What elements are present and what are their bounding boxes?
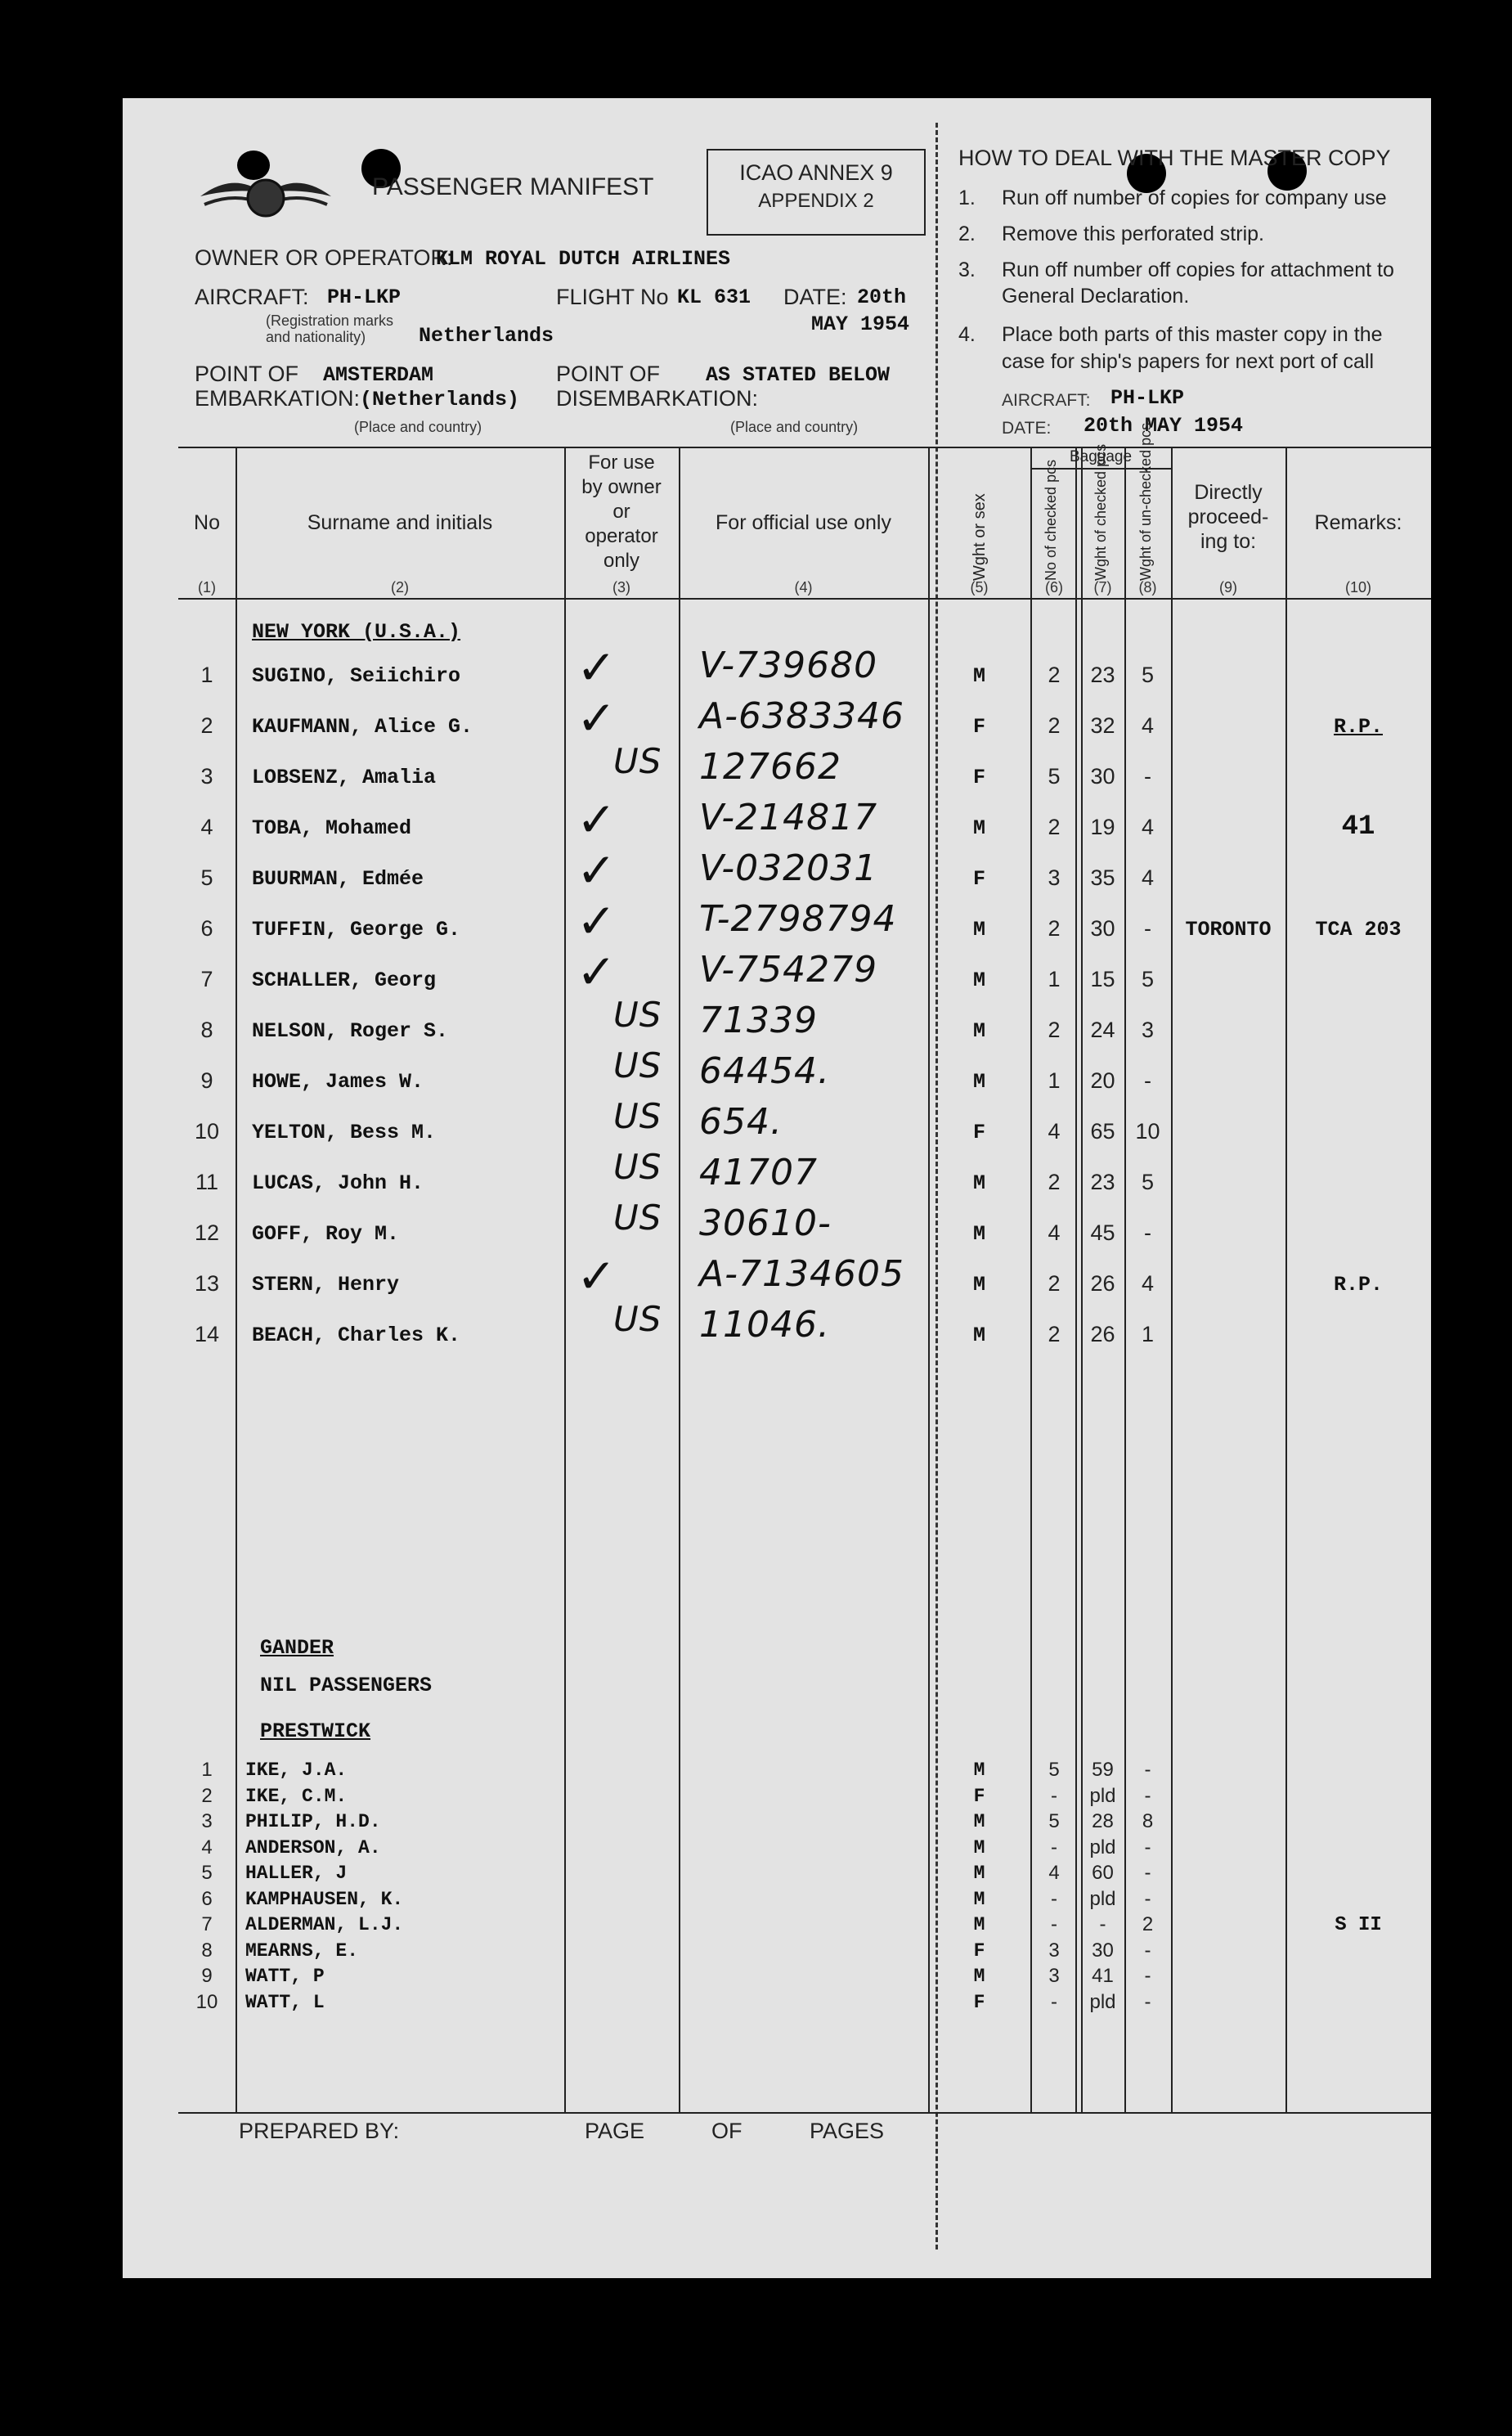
- operator-check-mark: ✓: [577, 944, 617, 1000]
- passenger-number: 7: [201, 1913, 213, 1935]
- passenger-name: NELSON, Roger S.: [252, 1019, 449, 1043]
- instruction-text: case for ship's papers for next port of call: [1002, 350, 1374, 373]
- checked-weight: pld: [1089, 1990, 1116, 2013]
- passenger-sex: M: [972, 1324, 985, 1347]
- unchecked-weight: 4: [1141, 1271, 1155, 1296]
- embark-label-1: POINT OF: [195, 362, 299, 386]
- proceeding-to: TORONTO: [1185, 918, 1272, 942]
- col-header-proceeding-line: proceed-: [1187, 506, 1269, 528]
- checked-weight: 23: [1090, 1170, 1115, 1194]
- checked-weight: 30: [1092, 1939, 1114, 1962]
- col-header-owner-line: only: [603, 550, 640, 572]
- col-header-official: For official use only: [716, 511, 891, 534]
- owner-label: OWNER OR OPERATOR:: [195, 245, 453, 270]
- instructions-aircraft-label: AIRCRAFT:: [1002, 391, 1091, 410]
- passenger-sex: F: [972, 715, 985, 739]
- operator-check-mark: US: [613, 741, 662, 781]
- operator-check-mark: US: [613, 1096, 662, 1136]
- passenger-sex: M: [973, 1863, 985, 1884]
- official-document-number: V-739680: [699, 645, 878, 686]
- pages-label: PAGES: [810, 2119, 885, 2143]
- passenger-sex: M: [972, 1019, 985, 1043]
- checked-weight: 45: [1090, 1220, 1115, 1245]
- passenger-sex: F: [973, 1785, 985, 1807]
- instruction-num: 1.: [958, 187, 976, 209]
- passenger-sex: M: [973, 1836, 985, 1858]
- passenger-name: IKE, C.M.: [245, 1785, 348, 1807]
- checked-pieces: -: [1051, 1887, 1057, 1910]
- instructions-date-value: 20th MAY 1954: [1084, 414, 1244, 438]
- aircraft-value: PH-LKP: [327, 285, 402, 309]
- checked-weight: pld: [1089, 1887, 1116, 1910]
- checked-pieces: 3: [1048, 1939, 1060, 1962]
- aircraft-label: AIRCRAFT:: [195, 285, 309, 309]
- unchecked-weight: -: [1144, 1965, 1151, 1987]
- col-rule-3: [679, 447, 680, 2112]
- instructions-aircraft-value: PH-LKP: [1110, 386, 1185, 410]
- passenger-number: 8: [200, 1018, 213, 1042]
- unchecked-weight: 5: [1141, 663, 1155, 687]
- unchecked-weight: 4: [1141, 815, 1155, 839]
- unchecked-weight: 10: [1135, 1119, 1160, 1144]
- instructions-date-label: DATE:: [1002, 419, 1052, 438]
- passenger-name: HALLER, J: [245, 1863, 348, 1884]
- passenger-number: 4: [201, 1836, 213, 1858]
- passenger-name: WATT, L: [245, 1991, 325, 2013]
- passenger-name: SCHALLER, Georg: [252, 969, 437, 992]
- unchecked-weight: -: [1144, 1759, 1151, 1781]
- passenger-number: 1: [201, 1759, 213, 1781]
- embark-label-2: EMBARKATION:: [195, 386, 361, 411]
- checked-weight: 30: [1090, 764, 1115, 789]
- unchecked-weight: 4: [1141, 713, 1155, 738]
- operator-check-mark: ✓: [577, 690, 617, 746]
- passenger-name: LOBSENZ, Amalia: [252, 766, 437, 789]
- official-document-number: V-754279: [699, 949, 878, 991]
- checked-pieces: 4: [1048, 1119, 1061, 1144]
- official-document-number: 654.: [699, 1101, 783, 1143]
- checked-weight: pld: [1089, 1784, 1116, 1807]
- passenger-sex: F: [973, 1991, 985, 2013]
- unchecked-weight: -: [1144, 1220, 1151, 1245]
- unchecked-weight: -: [1144, 1887, 1151, 1910]
- column-number: (10): [1344, 579, 1371, 596]
- checked-weight: 24: [1090, 1018, 1115, 1042]
- passenger-sex: M: [972, 969, 985, 992]
- passenger-sex: M: [973, 1914, 985, 1935]
- unchecked-weight: 5: [1141, 967, 1155, 991]
- registration-note-2: and nationality): [266, 329, 366, 345]
- registration-note-1: (Registration marks: [266, 312, 394, 329]
- passenger-number: 12: [194, 1220, 220, 1245]
- embark-place-note: (Place and country): [354, 419, 482, 435]
- section-heading-new-york: NEW YORK (U.S.A.): [252, 620, 461, 644]
- official-document-number: 71339: [699, 1000, 818, 1041]
- instruction-num: 4.: [958, 323, 976, 346]
- passenger-name: LUCAS, John H.: [252, 1171, 424, 1195]
- checked-weight: 35: [1090, 865, 1115, 890]
- nationality-value: Netherlands: [419, 324, 554, 348]
- unchecked-weight: -: [1144, 1990, 1151, 2013]
- checked-weight: 23: [1090, 663, 1115, 687]
- checked-weight: 32: [1090, 713, 1115, 738]
- unchecked-weight: -: [1144, 1836, 1151, 1858]
- passenger-name: TOBA, Mohamed: [252, 816, 412, 840]
- passenger-sex: M: [973, 1811, 985, 1832]
- unchecked-weight: -: [1144, 1862, 1151, 1884]
- remarks: S II: [1335, 1914, 1382, 1936]
- page-label: PAGE: [585, 2119, 645, 2143]
- column-number: (9): [1219, 579, 1237, 596]
- official-document-number: A-6383346: [699, 695, 904, 737]
- official-document-number: T-2798794: [699, 898, 897, 940]
- passenger-sex: M: [973, 1888, 985, 1910]
- checked-pieces: 4: [1048, 1220, 1061, 1245]
- official-document-number: V-032031: [699, 847, 878, 889]
- col-header-weight-checked: Wght of checked pcs: [1092, 443, 1109, 581]
- column-number: (8): [1138, 579, 1157, 596]
- passenger-sex: M: [972, 918, 985, 942]
- passenger-number: 3: [201, 1810, 213, 1832]
- unchecked-weight: -: [1144, 1939, 1151, 1962]
- passenger-number: 4: [200, 815, 213, 839]
- passenger-name: GOFF, Roy M.: [252, 1222, 400, 1246]
- checked-pieces: 5: [1048, 764, 1061, 789]
- passenger-number: 11: [195, 1170, 219, 1194]
- checked-pieces: 2: [1048, 713, 1061, 738]
- col-header-weight-sex: Wght or sex: [971, 493, 989, 581]
- col-header-weight-unchecked: Wght of un-checked pcs: [1137, 422, 1154, 581]
- instruction-text: Place both parts of this master copy in the: [1002, 323, 1383, 346]
- col-rule-2: [564, 447, 566, 2112]
- passenger-sex: M: [973, 1966, 985, 1987]
- checked-weight: 59: [1092, 1759, 1114, 1781]
- col-header-owner-line: by owner: [581, 476, 662, 498]
- disembark-label-2: DISEMBARKATION:: [556, 386, 759, 411]
- passenger-sex: M: [973, 1760, 985, 1781]
- checked-pieces: -: [1051, 1784, 1057, 1807]
- passenger-number: 6: [200, 916, 213, 941]
- gander-note: NIL PASSENGERS: [260, 1674, 433, 1697]
- operator-check-mark: US: [613, 1299, 662, 1339]
- unchecked-weight: -: [1144, 916, 1151, 941]
- passenger-sex: M: [972, 1070, 985, 1094]
- unchecked-weight: -: [1144, 1068, 1151, 1093]
- date-value-1: 20th: [857, 285, 907, 309]
- flight-value: KL 631: [677, 285, 752, 309]
- passenger-number: 13: [194, 1271, 220, 1296]
- checked-pieces: 5: [1048, 1810, 1060, 1832]
- table-top-rule: [178, 447, 1431, 448]
- remarks: TCA 203: [1315, 918, 1402, 942]
- instruction-text: Run off number off copies for attachment to: [1002, 258, 1394, 281]
- remarks: R.P.: [1333, 1273, 1383, 1297]
- operator-check-mark: US: [613, 995, 662, 1035]
- column-number: (4): [794, 579, 813, 596]
- checked-weight: -: [1099, 1913, 1106, 1935]
- checked-pieces: 1: [1048, 967, 1061, 991]
- manifest-title: PASSENGER MANIFEST: [372, 173, 654, 200]
- checked-weight: 41: [1092, 1965, 1114, 1987]
- embark-value-1: AMSTERDAM: [323, 363, 434, 387]
- column-number: (2): [391, 579, 409, 596]
- checked-weight: 28: [1092, 1810, 1114, 1832]
- passenger-sex: M: [972, 1222, 985, 1246]
- manifest-sheet: [123, 98, 1431, 2278]
- col-header-proceeding-line: Directly: [1194, 481, 1263, 504]
- passenger-name: TUFFIN, George G.: [252, 918, 461, 942]
- checked-pieces: 1: [1048, 1068, 1061, 1093]
- klm-wings-logo-icon: [192, 147, 339, 237]
- column-number: (3): [612, 579, 630, 596]
- checked-pieces: 3: [1048, 1965, 1060, 1987]
- unchecked-weight: 8: [1142, 1810, 1154, 1832]
- passenger-name: BUURMAN, Edmée: [252, 867, 424, 891]
- passenger-number: 8: [201, 1939, 213, 1962]
- annex-line1: ICAO ANNEX 9: [739, 160, 893, 185]
- checked-weight: 60: [1092, 1862, 1114, 1884]
- official-document-number: 41707: [699, 1152, 818, 1193]
- instruction-text: Remove this perforated strip.: [1002, 222, 1264, 245]
- of-label: OF: [711, 2119, 743, 2143]
- checked-weight: 30: [1090, 916, 1115, 941]
- instruction-text: Run off number of copies for company use: [1002, 187, 1387, 209]
- unchecked-weight: 5: [1141, 1170, 1155, 1194]
- official-document-number: V-214817: [699, 797, 878, 838]
- passenger-sex: M: [972, 1171, 985, 1195]
- unchecked-weight: -: [1144, 764, 1151, 789]
- checked-pieces: 2: [1048, 1271, 1061, 1296]
- checked-weight: 19: [1090, 815, 1115, 839]
- col-header-checked-pcs: No of checked pcs: [1043, 459, 1059, 581]
- unchecked-weight: 4: [1141, 865, 1155, 890]
- date-value-2: MAY 1954: [811, 312, 910, 336]
- passenger-number: 10: [194, 1119, 220, 1144]
- checked-pieces: 2: [1048, 815, 1061, 839]
- passenger-number: 7: [200, 967, 213, 991]
- passenger-number: 6: [201, 1887, 213, 1910]
- passenger-name: YELTON, Bess M.: [252, 1121, 437, 1144]
- operator-check-mark: ✓: [577, 843, 617, 898]
- date-label: DATE:: [783, 285, 847, 309]
- column-number: (5): [970, 579, 989, 596]
- col-header-baggage: Baggage: [1069, 448, 1133, 465]
- embark-value-2: (Netherlands): [360, 388, 520, 411]
- checked-pieces: 4: [1048, 1862, 1060, 1884]
- passenger-number: 14: [194, 1322, 220, 1346]
- unchecked-weight: -: [1144, 1784, 1151, 1807]
- checked-pieces: 5: [1048, 1759, 1060, 1781]
- section-heading-prestwick: PRESTWICK: [260, 1719, 371, 1743]
- passenger-number: 2: [201, 1784, 213, 1807]
- passenger-name: IKE, J.A.: [245, 1760, 348, 1781]
- checked-pieces: 2: [1048, 1322, 1061, 1346]
- passenger-name: STERN, Henry: [252, 1273, 400, 1297]
- column-number: (7): [1093, 579, 1112, 596]
- passenger-sex: F: [972, 867, 985, 891]
- passenger-number: 2: [200, 713, 213, 738]
- checked-pieces: 2: [1048, 1018, 1061, 1042]
- passenger-name: ANDERSON, A.: [245, 1836, 381, 1858]
- col-rule-1: [236, 447, 237, 2112]
- owner-value: KLM ROYAL DUTCH AIRLINES: [436, 247, 731, 271]
- column-number: (1): [198, 579, 216, 596]
- col-rule-9: [1171, 447, 1173, 2112]
- operator-check-mark: US: [613, 1147, 662, 1187]
- checked-weight: 15: [1090, 967, 1115, 991]
- column-number: (6): [1045, 579, 1063, 596]
- col-header-remarks: Remarks:: [1314, 511, 1402, 534]
- unchecked-weight: 2: [1142, 1913, 1154, 1935]
- flight-label: FLIGHT No: [556, 285, 669, 309]
- disembark-place-note: (Place and country): [730, 419, 859, 435]
- passenger-number: 1: [200, 663, 213, 687]
- official-document-number: 11046.: [699, 1304, 830, 1346]
- official-document-number: 30610-: [699, 1202, 832, 1244]
- section-heading-gander: GANDER: [260, 1636, 334, 1660]
- passenger-sex: M: [972, 816, 985, 840]
- unchecked-weight: 3: [1141, 1018, 1155, 1042]
- unchecked-weight: 1: [1141, 1322, 1155, 1346]
- checked-weight: 26: [1090, 1271, 1115, 1296]
- operator-check-mark: US: [613, 1198, 662, 1238]
- col-header-owner-line: operator: [585, 525, 658, 547]
- operator-check-mark: ✓: [577, 1248, 617, 1304]
- col-header-owner-line: or: [612, 501, 630, 523]
- annex-box: [707, 149, 926, 236]
- operator-check-mark: ✓: [577, 792, 617, 847]
- checked-pieces: -: [1051, 1990, 1057, 2013]
- official-document-number: 127662: [699, 746, 841, 788]
- passenger-name: BEACH, Charles K.: [252, 1324, 461, 1347]
- checked-pieces: 2: [1048, 916, 1061, 941]
- checked-pieces: -: [1051, 1836, 1057, 1858]
- annex-line2: APPENDIX 2: [758, 190, 874, 212]
- checked-pieces: 2: [1048, 1170, 1061, 1194]
- instruction-num: 2.: [958, 222, 976, 245]
- passenger-name: MEARNS, E.: [245, 1939, 359, 1962]
- checked-pieces: 3: [1048, 865, 1061, 890]
- passenger-name: KAUFMANN, Alice G.: [252, 715, 473, 739]
- operator-check-mark: US: [613, 1045, 662, 1085]
- disembark-label-1: POINT OF: [556, 362, 661, 386]
- passenger-number: 5: [201, 1862, 213, 1884]
- prepared-by-label: PREPARED BY:: [239, 2119, 400, 2143]
- checked-weight: 65: [1090, 1119, 1115, 1144]
- passenger-number: 10: [195, 1990, 218, 2013]
- passenger-sex: M: [972, 664, 985, 688]
- official-document-number: 64454.: [699, 1050, 830, 1092]
- checked-weight: 26: [1090, 1322, 1115, 1346]
- passenger-sex: M: [972, 1273, 985, 1297]
- passenger-number: 3: [200, 764, 213, 789]
- passenger-sex: F: [972, 1121, 985, 1144]
- passenger-name: PHILIP, H.D.: [245, 1811, 381, 1832]
- column-header-rule: [178, 598, 1431, 600]
- passenger-name: KAMPHAUSEN, K.: [245, 1888, 404, 1910]
- passenger-sex: F: [972, 766, 985, 789]
- remarks: R.P.: [1333, 715, 1383, 739]
- col-header-surname: Surname and initials: [307, 511, 493, 534]
- passenger-number: 9: [201, 1965, 213, 1987]
- official-document-number: A-7134605: [699, 1253, 904, 1295]
- remarks: 41: [1341, 811, 1375, 843]
- checked-weight: pld: [1089, 1836, 1116, 1858]
- passenger-number: 9: [200, 1068, 213, 1093]
- col-header-proceeding-line: ing to:: [1200, 530, 1257, 553]
- col-header-owner-line: For use: [588, 452, 655, 474]
- passenger-name: ALDERMAN, L.J.: [245, 1914, 404, 1935]
- passenger-name: WATT, P: [245, 1966, 325, 1987]
- disembark-value: AS STATED BELOW: [706, 363, 891, 387]
- instruction-text: General Declaration.: [1002, 285, 1190, 308]
- passenger-name: HOWE, James W.: [252, 1070, 424, 1094]
- passenger-number: 5: [200, 865, 213, 890]
- instruction-num: 3.: [958, 258, 976, 281]
- passenger-sex: F: [973, 1939, 985, 1962]
- checked-weight: 20: [1090, 1068, 1115, 1093]
- checked-pieces: 2: [1048, 663, 1061, 687]
- instructions-title: HOW TO DEAL WITH THE MASTER COPY: [958, 146, 1391, 170]
- passenger-name: SUGINO, Seiichiro: [252, 664, 461, 688]
- checked-pieces: -: [1051, 1913, 1057, 1935]
- operator-check-mark: ✓: [577, 893, 617, 949]
- table-bottom-rule: [178, 2112, 1431, 2114]
- operator-check-mark: ✓: [577, 640, 617, 695]
- col-header-no: No: [194, 511, 220, 534]
